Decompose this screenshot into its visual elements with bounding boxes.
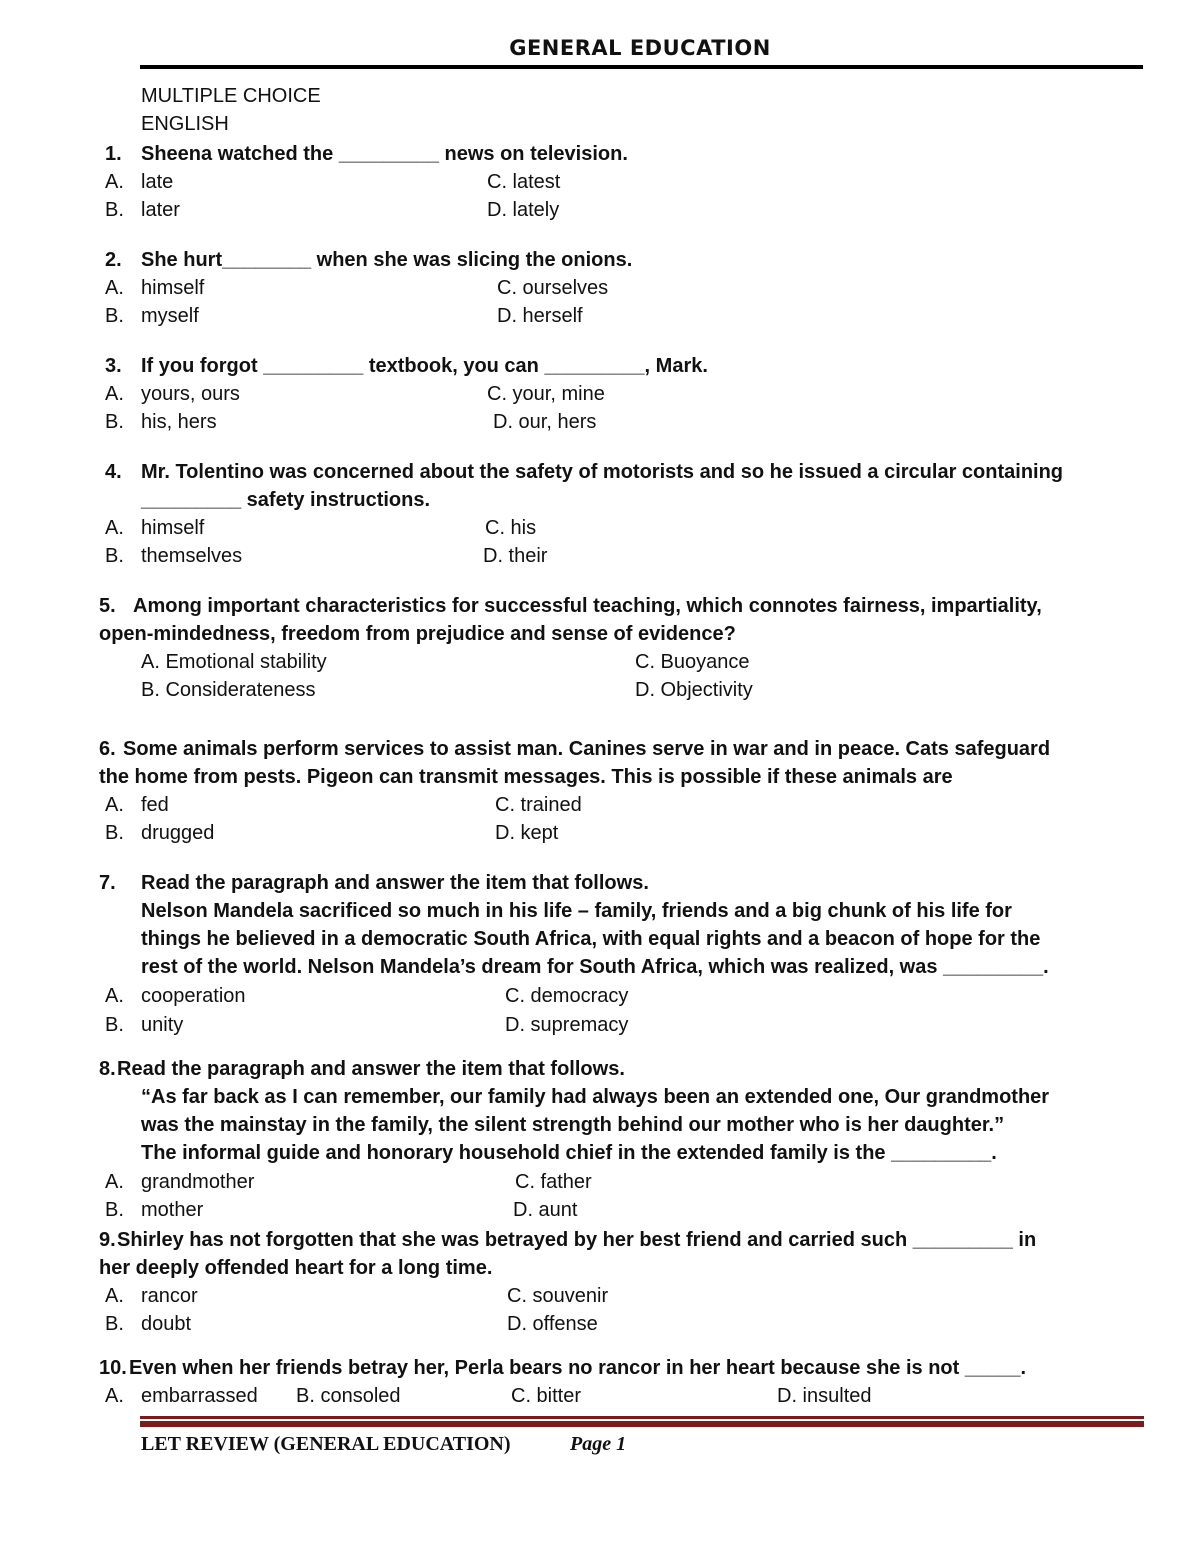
choice-b: unity [141,1014,184,1036]
choice-marker: A. [105,383,124,405]
footer-divider [140,1421,1144,1427]
page-title: GENERAL EDUCATION [509,36,771,60]
question-text: Read the paragraph and answer the item that follows. [141,872,649,894]
choice-b: drugged [141,822,215,844]
choice-marker: B. [105,1199,124,1221]
question-number: 3. [105,355,122,377]
question-text: Among important characteristics for successful teaching, which connotes fairness, impartiality, [133,595,1042,617]
footer-divider [140,1416,1144,1419]
choice-c: C. trained [495,794,582,816]
page-number: Page 1 [570,1433,627,1455]
question-text: Even when her friends betray her, Perla bears no rancor in her heart because she is not _____. [129,1357,1027,1379]
choice-d: D. supremacy [505,1014,629,1036]
choice-b: themselves [141,545,243,567]
choice-c: C. latest [487,171,561,193]
choice-d: D. aunt [513,1199,578,1221]
choice-a: yours, ours [141,383,240,405]
choice-d: D. lately [487,199,560,221]
question-number: 7. [99,872,116,894]
section-subject: ENGLISH [141,113,229,135]
question-text: Mr. Tolentino was concerned about the safety of motorists and so he issued a circular containing [141,461,1064,483]
choice-marker: A. [105,1385,124,1407]
question-text: her deeply offended heart for a long time. [99,1257,493,1279]
question-number: 2. [105,249,122,271]
choice-d: D. insulted [777,1385,872,1407]
choice-d: D. our, hers [493,411,597,433]
choice-c: C. souvenir [507,1285,609,1307]
choice-marker: B. [105,1014,124,1036]
choice-a: grandmother [141,1171,255,1193]
question-text: “As far back as I can remember, our family had always been an extended one, Our grandmother [141,1086,1050,1108]
choice-c: C. his [485,517,537,539]
question-text: She hurt________ when she was slicing the onions. [141,249,633,271]
question-text: the home from pests. Pigeon can transmit messages. This is possible if these animals are [99,766,953,788]
choice-a: himself [141,517,205,539]
choice-b: later [141,199,180,221]
choice-marker: A. [105,985,124,1007]
question-text: was the mainstay in the family, the silent strength behind our mother who is her daughter.” [141,1114,1005,1136]
choice-c: C. father [515,1171,592,1193]
choice-a: cooperation [141,985,246,1007]
choice-c: C. your, mine [487,383,605,405]
choice-b: mother [141,1199,204,1221]
choice-c: C. democracy [505,985,629,1007]
choice-marker: B. [105,305,124,327]
choice-b: myself [141,305,199,327]
choice-a: fed [141,794,169,816]
choice-d: D. herself [497,305,583,327]
question-number: 6. [99,738,116,760]
choice-d: D. kept [495,822,559,844]
question-number: 1. [105,143,122,165]
choice-a: himself [141,277,205,299]
choice-d: D. offense [507,1313,598,1335]
question-text: Nelson Mandela sacrificed so much in his life – family, friends and a big chunk of his life for [141,900,1012,922]
question-text: Some animals perform services to assist man. Canines serve in war and in peace. Cats safeguard [123,738,1051,760]
choice-marker: A. [105,277,124,299]
choice-marker: A. [105,1285,124,1307]
question-text: _________ safety instructions. [141,489,431,511]
question-number: 4. [105,461,122,483]
choice-marker: A. [105,171,124,193]
choice-marker: A. [105,517,124,539]
choice-marker: B. [105,411,124,433]
choice-marker: B. [105,545,124,567]
choice-c: C. Buoyance [635,651,750,673]
choice-a: late [141,171,174,193]
choice-a: A. Emotional stability [141,651,327,673]
choice-b: B. Considerateness [141,679,316,701]
question-text: The informal guide and honorary household chief in the extended family is the _________. [141,1142,997,1164]
question-text: Read the paragraph and answer the item that follows. [117,1058,625,1080]
choice-marker: A. [105,1171,124,1193]
choice-c: C. bitter [511,1385,582,1407]
section-type: MULTIPLE CHOICE [141,85,321,107]
top-divider [140,65,1143,69]
question-text: Shirley has not forgotten that she was betrayed by her best friend and carried such _________ in [117,1229,1037,1251]
choice-a: rancor [141,1285,198,1307]
question-text: If you forgot _________ textbook, you can _________, Mark. [141,355,708,377]
choice-b: doubt [141,1313,192,1335]
question-text: open-mindedness, freedom from prejudice and sense of evidence? [99,623,736,645]
choice-marker: B. [105,822,124,844]
question-number: 10. [99,1357,127,1379]
question-text: rest of the world. Nelson Mandela’s dream for South Africa, which was realized, was _________. [141,956,1049,978]
choice-c: C. ourselves [497,277,609,299]
question-number: 9. [99,1229,116,1251]
question-text: things he believed in a democratic South Africa, with equal rights and a beacon of hope for the [141,928,1041,950]
choice-a: embarrassed [141,1385,258,1407]
choice-d: D. Objectivity [635,679,753,701]
choice-marker: B. [105,1313,124,1335]
choice-marker: B. [105,199,124,221]
choice-b: B. consoled [296,1385,401,1407]
choice-marker: A. [105,794,124,816]
choice-d: D. their [483,545,548,567]
question-text: Sheena watched the _________ news on television. [141,143,628,165]
question-number: 8. [99,1058,116,1080]
choice-b: his, hers [141,411,217,433]
footer-title: LET REVIEW (GENERAL EDUCATION) [141,1433,511,1455]
question-number: 5. [99,595,116,617]
